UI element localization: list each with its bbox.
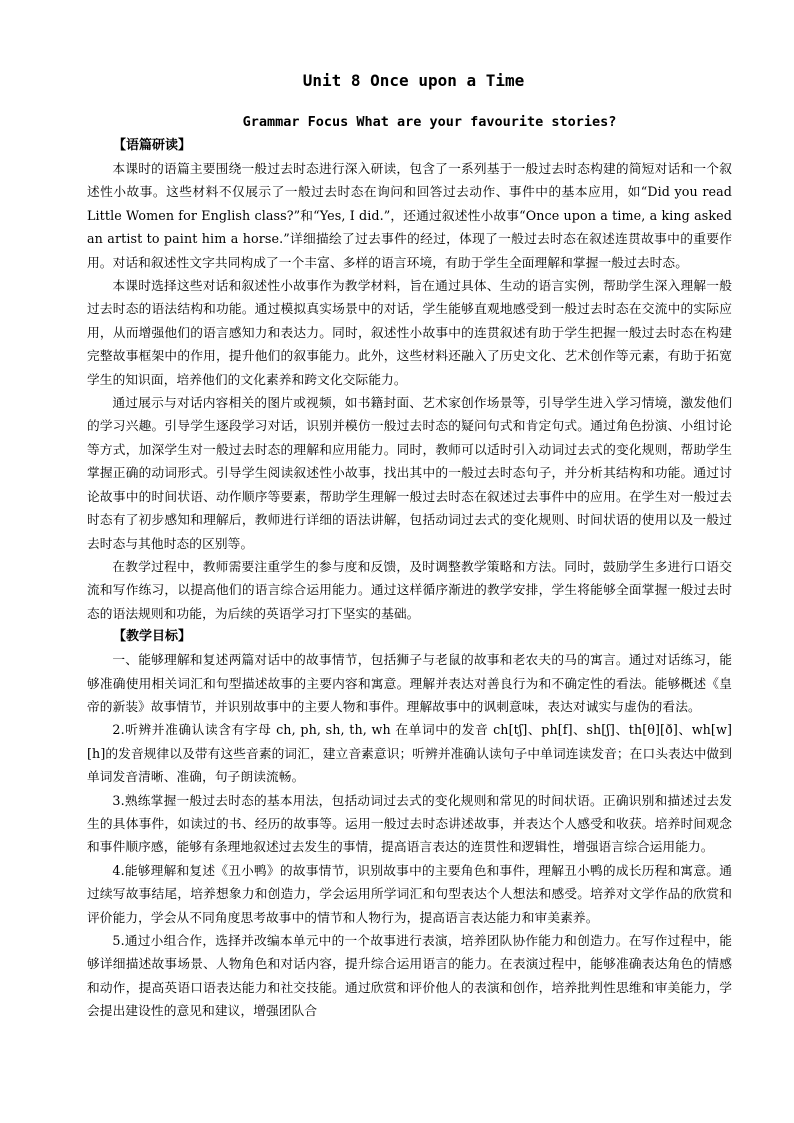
paragraph: 3.熟练掌握一般过去时态的基本用法，包括动词过去式的变化规则和常见的时间状语。正确识别和描述过去发生的具体事件，如读过的书、经历的故事等。运用一般过去时态讲述故事，并表达个人感受和收获。培养时间观念和事件顺序感，能够有条理地叙述过去发生的事情，提高语言表达的连贯性和逻辑性，增强语言综合运用能力。 (87, 792, 732, 855)
paragraph: 本课时选择这些对话和叙述性小故事作为教学材料，旨在通过具体、生动的语言实例，帮助学生深入理解一般过去时态的语法结构和功能。通过模拟真实场景中的对话，学生能够直观地感受到一般过去时态在交流中的实际应用，从而增强他们的语言感知力和表达力。同时，叙述性小故事中的连贯叙述有助于学生把握一般过去时态在构建完整故事框架中的作用，提升他们的叙事能力。此外，这些材料还融入了历史文化、艺术创作等元素，有助于拓宽学生的知识面，培养他们的文化素养和跨文化交际能力。 (87, 278, 732, 387)
paragraph: 通过展示与对话内容相关的图片或视频，如书籍封面、艺术家创作场景等，引导学生进入学习情境，激发他们的学习兴趣。引导学生逐段学习对话，识别并模仿一般过去时态的疑问句式和肯定句式。通过角色扮演、小组讨论等方式，加深学生对一般过去时态的理解和应用能力。同时，教师可以适时引入动词过去式的变化规则，帮助学生掌握正确的动词形式。引导学生阅读叙述性小故事，找出其中的一般过去时态句子，并分析其结构和功能。通过讨论故事中的时间状语、动作顺序等要素，帮助学生理解一般过去时态在叙述过去事件中的应用。在学生对一般过去时态有了初步感知和理解后，教师进行详细的语法讲解，包括动词过去式的变化规则、时间状语的使用以及一般过去时态与其他时态的区别等。 (87, 395, 732, 551)
paragraph: 4.能够理解和复述《丑小鸭》的故事情节，识别故事中的主要角色和事件，理解丑小鸭的成长历程和寓意。通过续写故事结尾，培养想象力和创造力，学会运用所学词汇和句型表达个人想法和感受。培养对文学作品的欣赏和评价能力，学会从不同角度思考故事中的情节和人物行为，提高语言表达能力和审美素养。 (87, 862, 732, 925)
document-page (87, 68, 732, 1023)
paragraph: 在教学过程中，教师需要注重学生的参与度和反馈，及时调整教学策略和方法。同时，鼓励学生多进行口语交流和写作练习，以提高他们的语言综合运用能力。通过这样循序渐进的教学安排，学生将能够全面掌握一般过去时态的语法规则和功能，为后续的英语学习打下坚实的基础。 (87, 558, 732, 621)
paragraph: 5.通过小组合作，选择并改编本单元中的一个故事进行表演，培养团队协作能力和创造力。在写作过程中，能够详细描述故事场景、人物角色和对话内容，提升综合运用语言的能力。在表演过程中，能够准确表达角色的情感和动作，提高英语口语表达能力和社交技能。通过欣赏和评价他人的表演和创作，培养批判性思维和审美能力，学会提出建设性的意见和建议，增强团队合 (87, 933, 732, 1019)
section-heading-teaching-goals: 【教学目标】 (113, 629, 192, 645)
page-title: Unit 8 Once upon a Time (302, 71, 525, 90)
paragraph: 2.听辨并准确认读含有字母 ch, ph, sh, th, wh 在单词中的发音 ch[tʃ]、ph[f]、sh[ʃ]、th[θ][ð]、wh[w][h]的发音规律以及带有这些音素的词汇，建立音素意识；听辨并准确认读句子中单词连读发音；在口头表达中做到单词发音清晰、准确，句子朗读流畅。 (87, 722, 732, 785)
page-subtitle: Grammar Focus What are your favourite stories? (242, 114, 617, 130)
paragraph: 本课时的语篇主要围绕一般过去时态进行深入研读，包含了一系列基于一般过去时态构建的简短对话和一个叙述性小故事。这些材料不仅展示了一般过去时态在询问和回答过去动作、事件中的基本应用，如“Did you read Little Women for English class?”和“Yes, I did.”，还通过叙述性小故事“Once upon a time, a king asked an artist to paint him a horse.”详细描绘了过去事件的经过，体现了一般过去时态在叙述连贯故事中的重要作用。对话和叙述性文字共同构成了一个丰富、多样的语言环境，有助于学生全面理解和掌握一般过去时态。 (87, 161, 732, 270)
section-heading-text-analysis: 【语篇研读】 (113, 138, 192, 153)
paragraph: 一、能够理解和复述两篇对话中的故事情节，包括狮子与老鼠的故事和老农夫的马的寓言。通过对话练习，能够准确使用相关词汇和句型描述故事的主要内容和寓意。理解并表达对善良行为和不确定性的看法。能够概述《皇帝的新装》故事情节，并识别故事中的主要人物和事件。理解故事中的讽刺意味，表达对诚实与虚伪的看法。 (87, 652, 732, 714)
